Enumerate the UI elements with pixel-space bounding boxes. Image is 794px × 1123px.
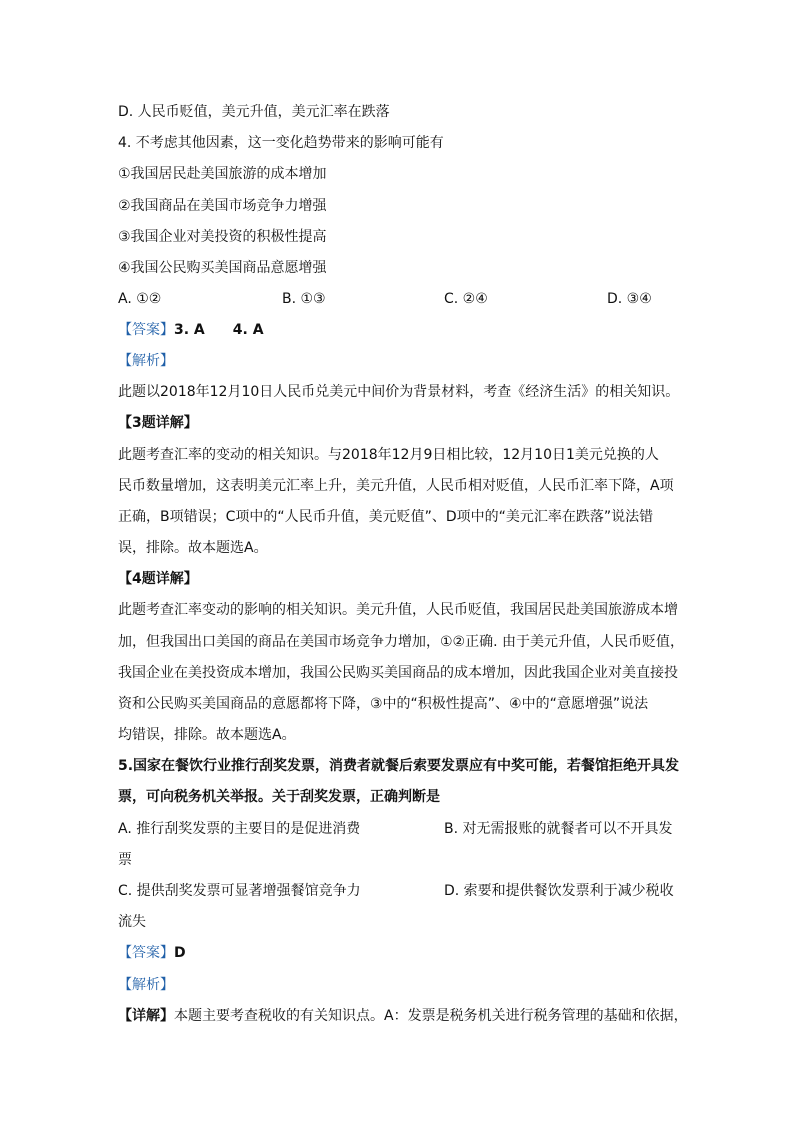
answer-label: 【答案】	[118, 322, 174, 338]
q4-stem: 4. 不考虑其他因素，这一变化趋势带来的影响可能有	[118, 135, 444, 151]
q4-option-a: A. ①②	[118, 291, 162, 307]
detail-4-line-4: 资和公民购买美国商品的意愿都将下降，③中的“积极性提高”、④中的“意愿增强”说法	[118, 696, 649, 712]
q5-option-b-cont: 票	[118, 852, 132, 868]
q4-option-d: D. ③④	[607, 291, 652, 307]
q5-option-b: B. 对无需报账的就餐者可以不开具发	[444, 821, 673, 837]
detail-4-line-1: 此题考查汇率变动的影响的相关知识。美元升值，人民币贬值，我国居民赴美国旅游成本增	[118, 602, 678, 618]
answer-5-value: D	[174, 945, 186, 961]
analysis-label: 【解析】	[118, 353, 174, 369]
detail-4-line-5: 均错误，排除。故本题选A。	[118, 727, 296, 743]
answer-5	[118, 944, 186, 962]
q5-option-d: D. 索要和提供餐饮发票利于减少税收	[444, 883, 674, 899]
answer-5-label: 【答案】	[118, 945, 174, 961]
q5-option-a: A. 推行刮奖发票的主要目的是促进消费	[118, 821, 361, 837]
q5-stem-line-1: 5.国家在餐饮行业推行刮奖发票，消费者就餐后索要发票应有中奖可能，若餐馆拒绝开具发	[118, 758, 680, 774]
detail-4-heading: 【4题详解】	[118, 571, 198, 587]
q4-option-b: B. ①③	[282, 291, 326, 307]
analysis-34-text: 此题以2018年12月10日人民币兑美元中间价为背景材料，考查《经济生活》的相关知识。	[118, 384, 680, 400]
answer-value: 3. A 4. A	[174, 322, 264, 338]
detail-4-line-3: 我国企业在美投资成本增加，我国公民购买美国商品的成本增加，因此我国企业对美直接投	[118, 665, 678, 681]
q4-item-4: ④我国公民购买美国商品意愿增强	[118, 260, 327, 276]
q4-item-3: ③我国企业对美投资的积极性提高	[118, 229, 327, 245]
q5-option-d-cont: 流失	[118, 914, 146, 930]
detail-4-line-2: 加，但我国出口美国的商品在美国市场竞争力增加，①②正确. 由于美元升值，人民币贬值，	[118, 634, 684, 650]
detail-3-heading: 【3题详解】	[118, 415, 198, 431]
analysis-34-label	[118, 352, 174, 370]
answer-34	[118, 321, 264, 339]
analysis-5-label	[118, 976, 174, 994]
detail-3-line-1: 此题考查汇率的变动的相关知识。与2018年12月9日相比较，12月10日1美元兑换的人	[118, 447, 659, 463]
q3-option-d: D. 人民币贬值，美元升值，美元汇率在跌落	[118, 104, 390, 120]
analysis-5-heading: 【解析】	[118, 977, 174, 993]
q5-stem-line-2: 票，可向税务机关举报。关于刮奖发票，正确判断是	[118, 789, 440, 805]
q4-item-2: ②我国商品在美国市场竞争力增强	[118, 198, 327, 214]
q4-option-c: C. ②④	[444, 291, 488, 307]
detail-5-text: 本题主要考查税收的有关知识点。A：发票是税务机关进行税务管理的基础和依据，	[174, 1008, 688, 1024]
detail-5-line	[118, 1007, 688, 1025]
detail-4-label	[118, 570, 198, 588]
detail-3-line-3: 正确，B项错误；C项中的“人民币升值，美元贬值”、D项中的“美元汇率在跌落”说法错	[118, 509, 654, 525]
detail-3-label	[118, 414, 198, 432]
detail-5-label: 【详解】	[118, 1008, 174, 1024]
q5-option-c: C. 提供刮奖发票可显著增强餐馆竞争力	[118, 883, 361, 899]
detail-3-line-4: 误，排除。故本题选A。	[118, 540, 268, 556]
detail-3-line-2: 民币数量增加，这表明美元汇率上升，美元升值，人民币相对贬值，人民币汇率下降，A项	[118, 478, 674, 494]
q4-item-1: ①我国居民赴美国旅游的成本增加	[118, 166, 327, 182]
